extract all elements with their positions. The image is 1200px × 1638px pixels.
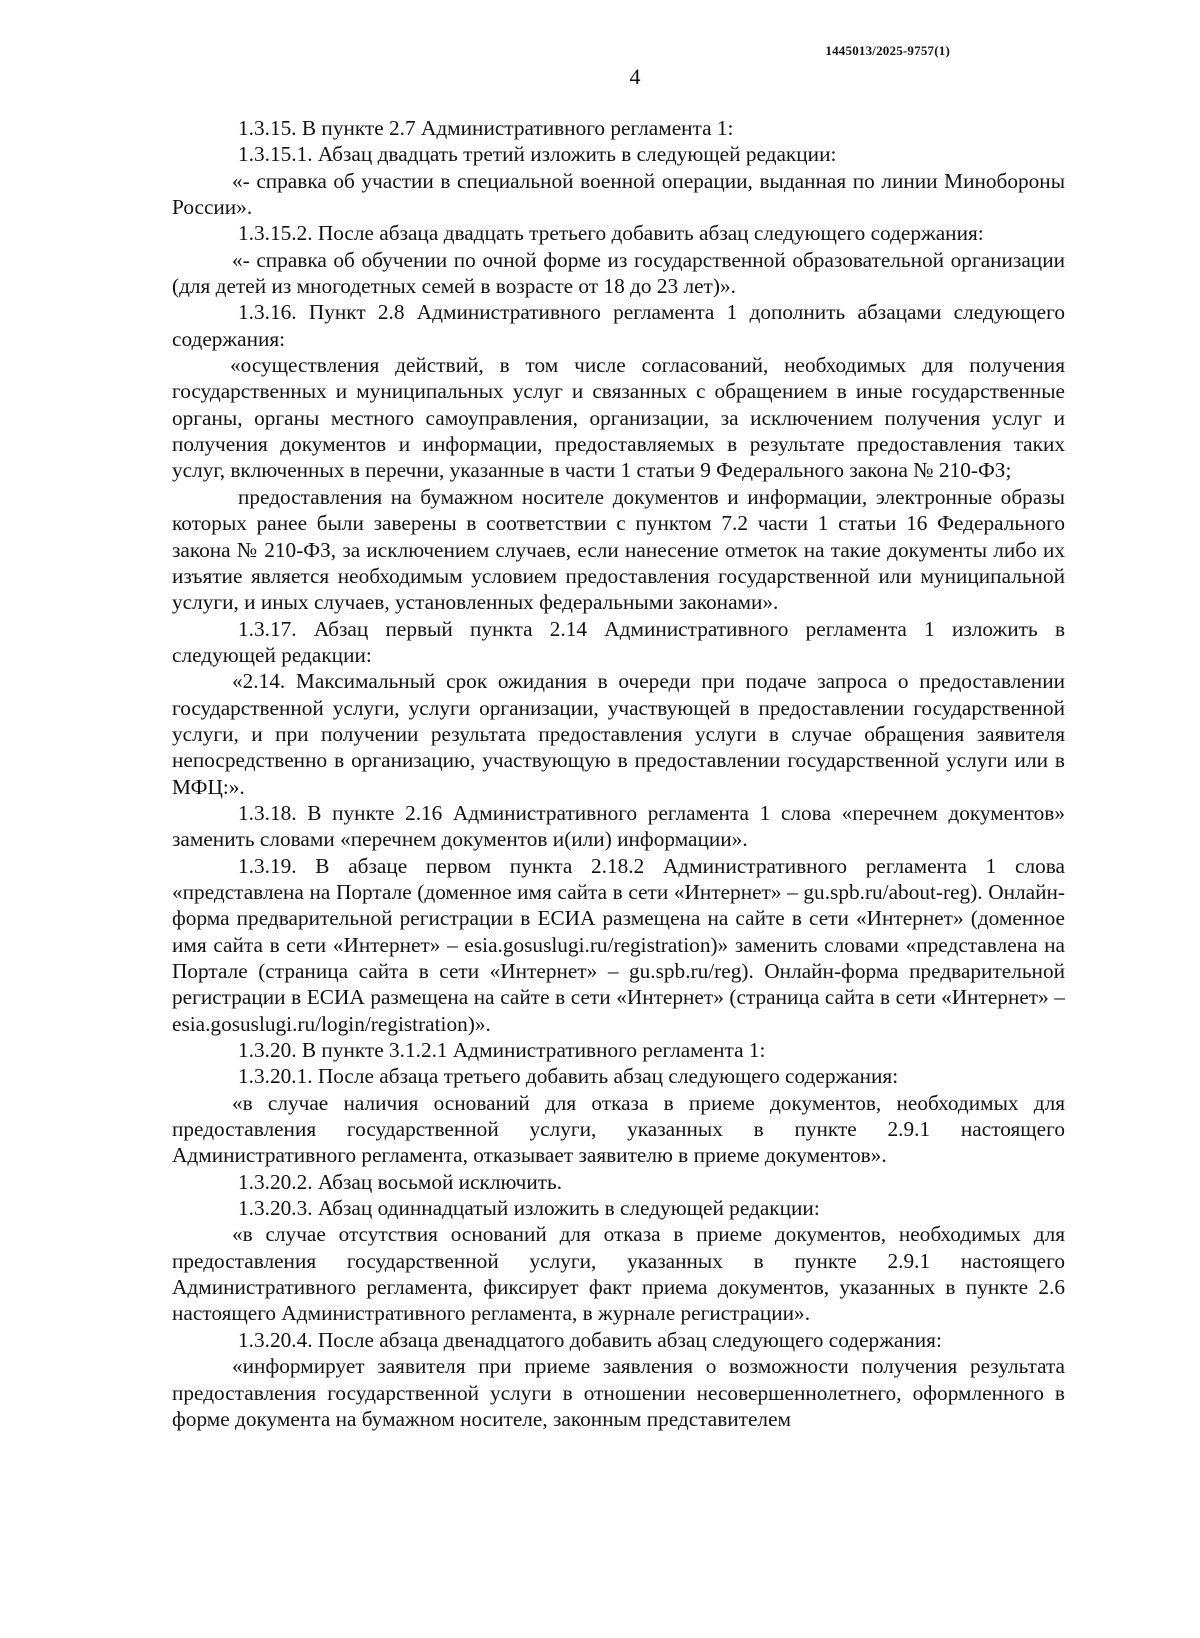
paragraph: 1.3.16. Пункт 2.8 Административного регламента 1 дополнить абзацами следующего содержания: (172, 300, 1065, 351)
paragraph: 1.3.15.2. После абзаца двадцать третьего добавить абзац следующего содержания: (238, 221, 984, 246)
paragraph: 1.3.20.4. После абзаца двенадцатого добавить абзац следующего содержания: (238, 1327, 942, 1352)
paragraph: предоставления на бумажном носителе документов и информации, электронные образы которых ранее были заверены в соответствии с пунктом 7.2 части 1 статьи 16 Федерального закона № 210-ФЗ, за исключением случаев, если нанесение отметок на такие документы либо их изъятие является необходимым условием предоставления государственной или муниципальной услуги, и иных случаев, установленных федеральными законами». (172, 484, 1065, 615)
paragraph: 1.3.18. В пункте 2.16 Административного регламента 1 слова «перечнем документов» заменить словами «перечнем документов и(или) информации». (172, 800, 1065, 852)
paragraph: 1.3.20.2. Абзац восьмой исключить. (238, 1169, 563, 1194)
paragraph: 1.3.15. В пункте 2.7 Административного регламента 1: (238, 116, 734, 140)
paragraph: «- справка об участии в специальной военной операции, выданная по линии Минобороны России». (172, 168, 1065, 220)
document-body (172, 115, 1065, 1432)
paragraph: 1.3.19. В абзаце первом пункта 2.18.2 Административного регламента 1 слова «представлена на Портале (доменное имя сайта в сети «Интернет» – gu.spb.ru/about-reg). Онлайн-форма предварительной регистрации в ЕСИА размещена на сайте в сети «Интернет» (доменное имя сайта в сети «Интернет» – esia.gosuslugi.ru/registration)» заменить словами «представлена на Портале (страница сайта в сети «Интернет» – gu.spb.ru/reg). Онлайн-форма предварительной регистрации в ЕСИА размещена на сайте в сети «Интернет» (страница сайта в сети «Интернет» – esia.gosuslugi.ru/login/registration)». (172, 853, 1065, 1036)
paragraph: 1.3.15.1. Абзац двадцать третий изложить в следующей редакции: (238, 142, 837, 167)
page-number: 4 (629, 64, 641, 89)
paragraph: «2.14. Максимальный срок ожидания в очереди при подаче запроса о предоставлении государственной услуги, услуги организации, участвующей в предоставлении государственной услуги, и при получении результата предоставления услуги в случае обращения заявителя непосредственно в организацию, участвующую в предоставлении государственной услуги или в МФЦ:». (172, 669, 1065, 799)
paragraph: 1.3.20. В пункте 3.1.2.1 Административного регламента 1: (238, 1038, 766, 1063)
paragraph: «- справка об обучении по очной форме из государственной образовательной организации (для детей из многодетных семей в возрасте от 18 до 23 лет)». (172, 247, 1065, 299)
paragraph: «в случае отсутствия оснований для отказа в приеме документов, необходимых для предоставления государственной услуги, указанных в пункте 2.9.1 настоящего Административного регламента, фиксирует факт приема документов, указанных в пункте 2.6 настоящего Административного регламента, в журнале регистрации». (172, 1222, 1065, 1326)
paragraph: 1.3.20.3. Абзац одиннадцатый изложить в следующей редакции: (238, 1196, 820, 1221)
paragraph: 1.3.17. Абзац первый пункта 2.14 Административного регламента 1 изложить в следующей редакции: (172, 616, 1065, 667)
paragraph: «информирует заявителя при приеме заявления о возможности получения результата предоставления государственной услуги в отношении несовершеннолетнего, оформленного в форме документа на бумажном носителе, законным представителем (172, 1354, 1065, 1431)
paragraph: «осуществления действий, в том числе согласований, необходимых для получения государственных и муниципальных услуг и связанных с обращением в иные государственные органы, органы местного самоуправления, организации, за исключением получения услуг и получения документов и информации, предоставляемых в результате предоставления таких услуг, включенных в перечни, указанные в части 1 статьи 9 Федерального закона № 210-ФЗ; (172, 353, 1065, 483)
document-registration-number: 1445013/2025-9757(1) (825, 43, 950, 58)
paragraph: «в случае наличия оснований для отказа в приеме документов, необходимых для предоставления государственной услуги, указанных в пункте 2.9.1 настоящего Административного регламента, отказывает заявителю в приеме документов». (172, 1090, 1065, 1168)
paragraph: 1.3.20.1. После абзаца третьего добавить абзац следующего содержания: (238, 1064, 899, 1089)
